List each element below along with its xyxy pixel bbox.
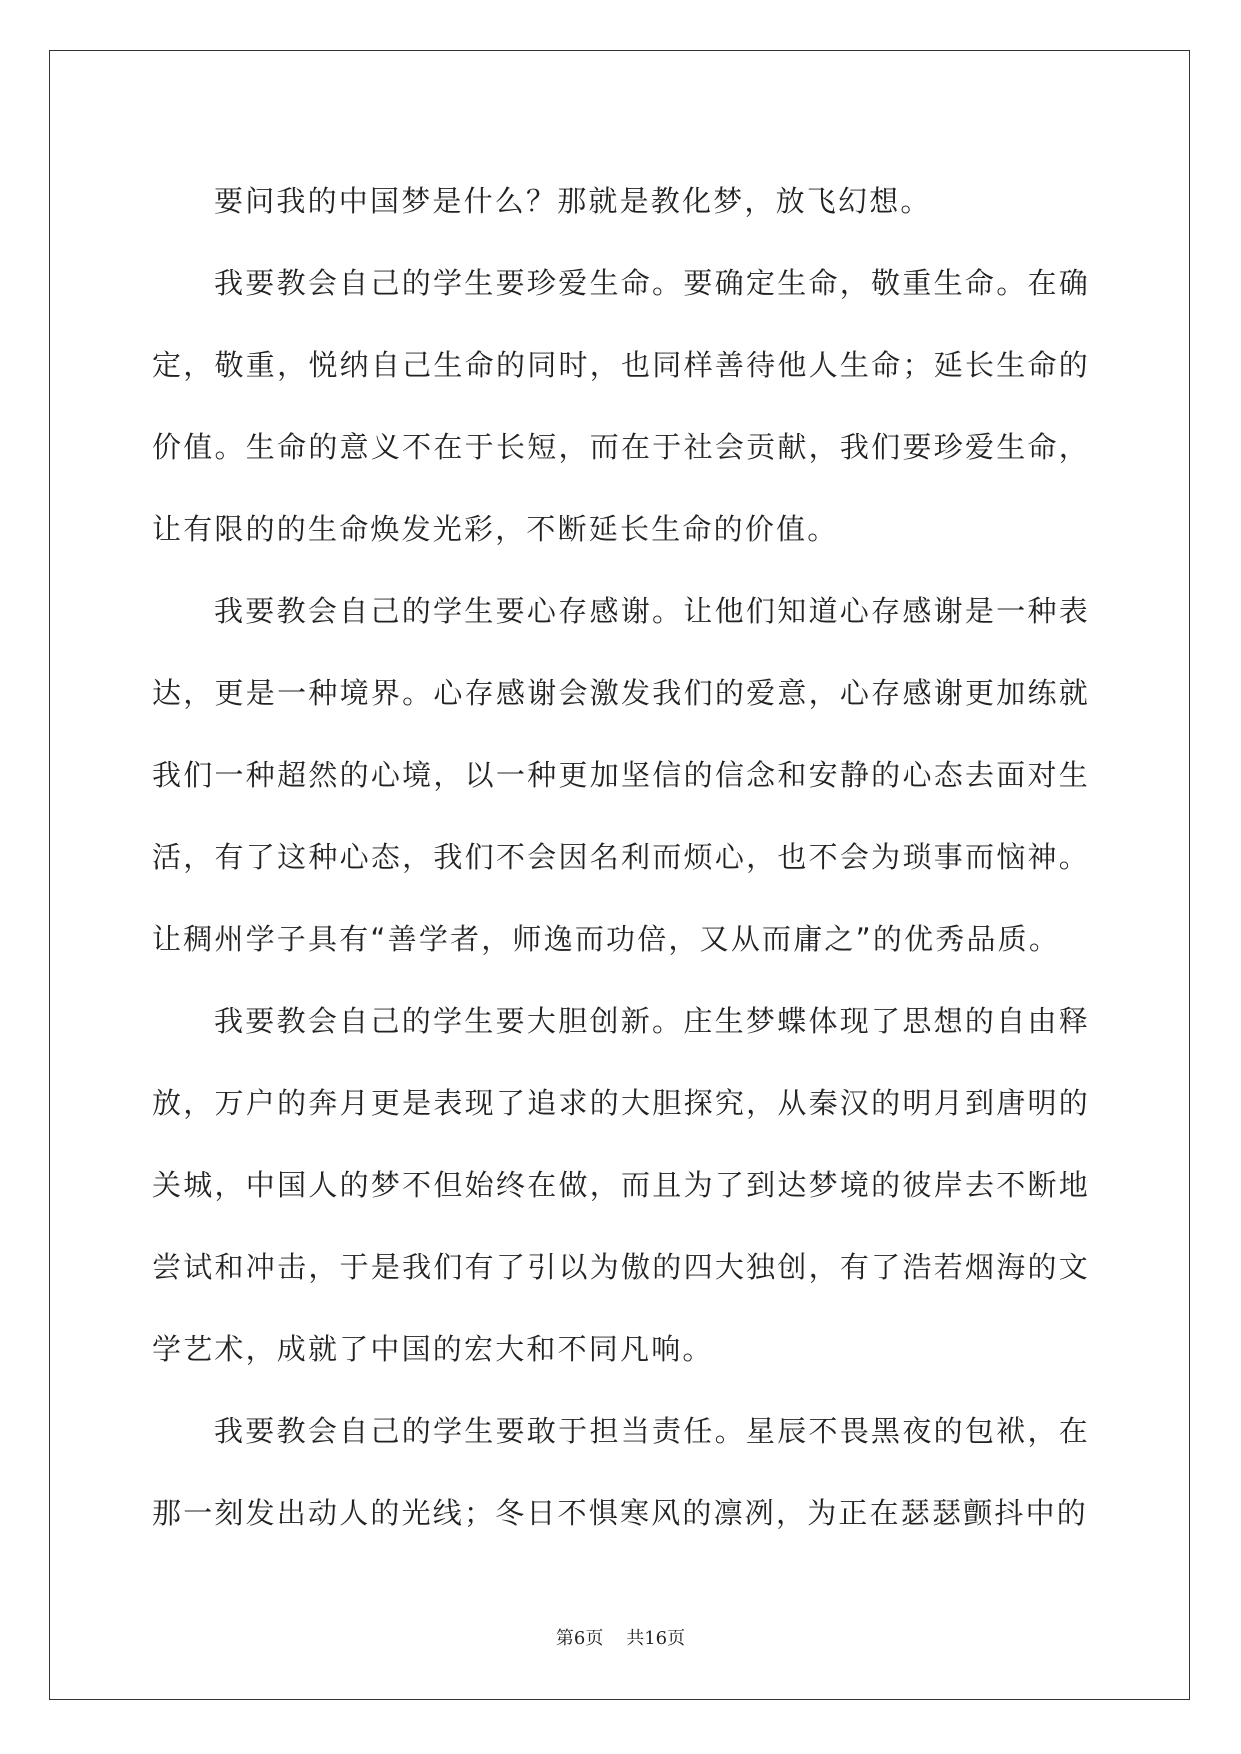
paragraph-innovation: 我要教会自己的学生要大胆创新。庄生梦蝶体现了思想的自由释放，万户的奔月更是表现了追求的大胆探究，从秦汉的明月到唐明的关城，中国人的梦不但始终在做，而且为了到达梦境的彼岸去不断地尝试和冲击，于是我们有了引以为傲的四大独创，有了浩若烟海的文学艺术，成就了中国的宏大和不同凡响。 xyxy=(152,1004,1090,1366)
page-number-footer: 第6页 共16页 xyxy=(555,1628,686,1649)
document-body xyxy=(152,160,1090,1554)
paragraph-intro: 要问我的中国梦是什么？那就是教化梦，放飞幻想。 xyxy=(214,184,932,218)
paragraph-cherish-life: 我要教会自己的学生要珍爱生命。要确定生命，敬重生命。在确定，敬重，悦纳自己生命的同时，也同样善待他人生命；延长生命的价值。生命的意义不在于长短，而在于社会贡献，我们要珍爱生命，让有限的的生命焕发光彩，不断延长生命的价值。 xyxy=(152,266,1090,546)
paragraph-responsibility: 我要教会自己的学生要敢于担当责任。星辰不畏黑夜的包袱，在那一刻发出动人的光线；冬日不惧寒风的凛冽，为正在瑟瑟颤抖中的 xyxy=(152,1414,1090,1530)
paragraph-gratitude: 我要教会自己的学生要心存感谢。让他们知道心存感谢是一种表达，更是一种境界。心存感谢会激发我们的爱意，心存感谢更加练就我们一种超然的心境，以一种更加坚信的信念和安静的心态去面对生活，有了这种心态，我们不会因名利而烦心，也不会为琐事而恼神。让稠州学子具有“善学者，师逸而功倍，又从而庸之”的优秀品质。 xyxy=(152,594,1090,956)
